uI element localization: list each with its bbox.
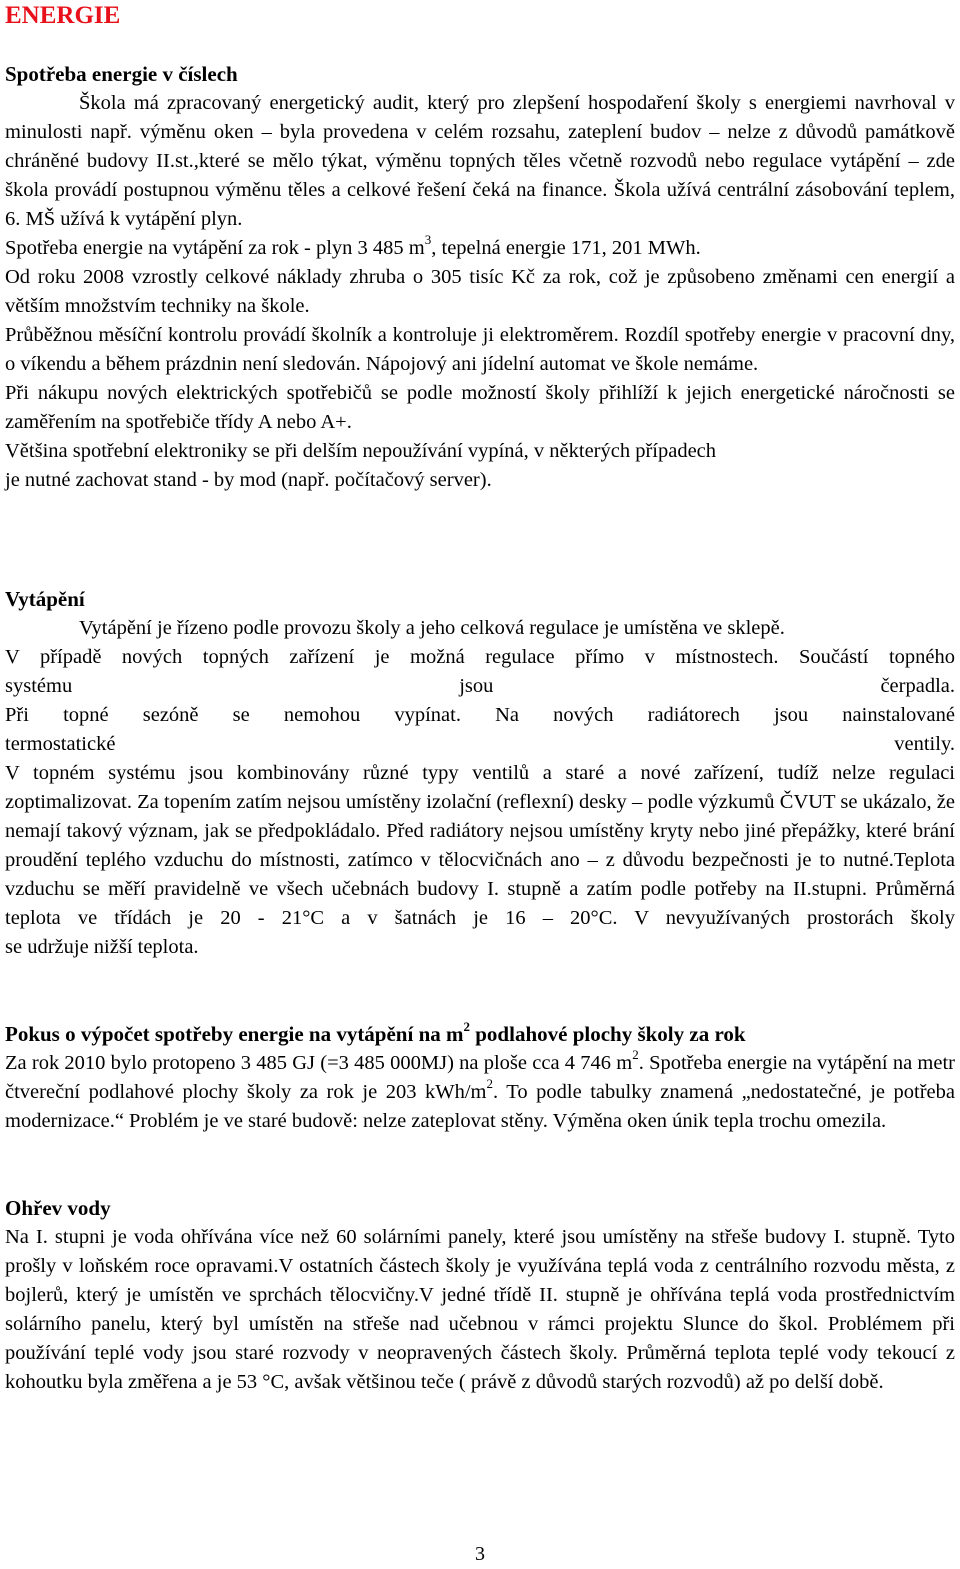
paragraph-appliances: Při nákupu nových elektrických spotřebičů se podle možností školy přihlíží k jejich energetické náročnosti se zaměřením na spotřebiče třídy A nebo A+.: [5, 382, 955, 433]
text-run: . Spotřeba energie na vytápění na metr čtvereční podlahové plochy školy za rok je 203 kWh/m: [5, 1052, 955, 1103]
text-run: , tepelná energie 171, 201 MWh.: [431, 237, 701, 259]
section-heading: [5, 1020, 955, 1049]
heating-line: se udržuje nižší teplota.: [5, 936, 199, 958]
text-run: podlahové plochy školy za rok: [470, 1022, 746, 1046]
section-heading: Vytápění: [5, 587, 85, 611]
superscript: 2: [632, 1047, 639, 1063]
text-run: . To podle tabulky znamená „nedostatečné, je potřeba modernizace.“ Problém je ve staré budově: nelze zateplovat stěny. Výměna oken únik tepla trochu omezila.: [5, 1081, 955, 1132]
section-energy-consumption: [5, 60, 955, 495]
superscript: 2: [463, 1019, 470, 1034]
paragraph-standby-line2: je nutné zachovat stand - by mod (např. počítačový server).: [5, 469, 492, 491]
page-number: 3: [475, 1543, 485, 1565]
text-run: Spotřeba energie na vytápění za rok - plyn 3 485 m: [5, 237, 425, 259]
heating-paragraph: V topném systému jsou kombinovány různé typy ventilů a staré a nové zařízení, tudíž nelze regulaci zoptimalizovat. Za topením zatím nejsou umístěny izolační (reflexní) desky – podle výzkumů ČVUT se ukázalo, že nemají takový význam, jak se předpokládalo. Před radiátory nejsou umístěny kryty nebo jiné přepážky, které brání proudění teplého vzduchu do místnosti, zatímco v tělocvičnách ano – z důvodu bezpečnosti je to nutné.Teplota vzduchu se měří pravidelně ve všech učebnách budovy I. stupně a zatím podle potřeby na II.stupni. Průměrná teplota ve třídách je 20 - 21°C a v šatnách je 16 – 20°C. V nevyužívaných prostorách školy: [5, 762, 955, 929]
section-calculation: [5, 1020, 955, 1136]
section-heading: Spotřeba energie v číslech: [5, 62, 238, 86]
paragraph-water-heating: Na I. stupni je voda ohřívána více než 60 solárními panely, které jsou umístěny na střeše budovy I. stupně. Tyto prošly v loňském roce opravami.V ostatních částech školy je využívána teplá voda z centrálního rozvodu města, z bojlerů, který je umístěn ve sprchách tělocvičny.V jedné třídě II. stupně je ohřívána teplá voda prostřednictvím solárního panelu, který byl umístěn na střeše nad učebnou v rámci projektu Slunce do škol. Problémem při používání teplé vody jsou staré rozvody v neopravených částech školy. Průměrná teplota teplé vody tekoucí z kohoutku byla změřena a je 53 °C, avšak většinou teče ( právě z důvodů starých rozvodů) až po delší době.: [5, 1226, 955, 1393]
section-heating: [5, 585, 955, 962]
section-heading: Ohřev vody: [5, 1196, 111, 1220]
heating-line: V případě nových topných zařízení je možná regulace přímo v místnostech. Součástí topného: [5, 646, 955, 668]
text-run: Pokus o výpočet spotřeby energie na vytápění na m: [5, 1022, 464, 1046]
paragraph-calculation: [5, 1049, 955, 1136]
superscript: 2: [486, 1076, 493, 1092]
heating-line: Vytápění je řízeno podle provozu školy a jeho celková regulace je umístěna ve sklepě.: [79, 617, 785, 639]
paragraph-standby-line1: Většina spotřební elektroniky se při delším nepoužívání vypíná, v některých případech: [5, 440, 717, 462]
heating-line: systému jsou čerpadla.: [5, 675, 955, 697]
paragraph-costs: Od roku 2008 vzrostly celkové náklady zhruba o 305 tisíc Kč za rok, což je způsobeno změnami cen energií a větším množstvím techniky na škole.: [5, 266, 955, 317]
paragraph-monitoring: Průběžnou měsíční kontrolu provádí školník a kontroluje ji elektroměrem. Rozdíl spotřeby energie v pracovní dny, o víkendu a během prázdnin není sledován. Nápojový ani jídelní automat ve škole nemáme.: [5, 324, 955, 375]
page-title: ENERGIE: [5, 2, 121, 29]
text-run: Za rok 2010 bylo protopeno 3 485 GJ (=3 485 000MJ) na ploše cca 4 746 m: [5, 1052, 633, 1074]
section-water-heating: [5, 1194, 955, 1397]
superscript: 3: [424, 232, 432, 248]
paragraph-audit: Škola má zpracovaný energetický audit, který pro zlepšení hospodaření školy s energiemi navrhoval v minulosti např. výměnu oken – byla provedena v celém rozsahu, zateplení budov – nelze z důvodů památkově chráněné budovy II.st.,které se mělo týkat, výměnu topných těles včetně rozvodů nebo regulace vytápění – zde škola provádí postupnou výměnu těles a celkové řešení čeká na finance. Škola užívá centrální zásobování teplem, 6. MŠ užívá k vytápění plyn.: [5, 92, 955, 230]
heating-line: termostatické ventily.: [5, 733, 955, 755]
paragraph-heating-consumption: [5, 234, 955, 263]
heating-line: Při topné sezóně se nemohou vypínat. Na nových radiátorech jsou nainstalované: [5, 704, 955, 726]
